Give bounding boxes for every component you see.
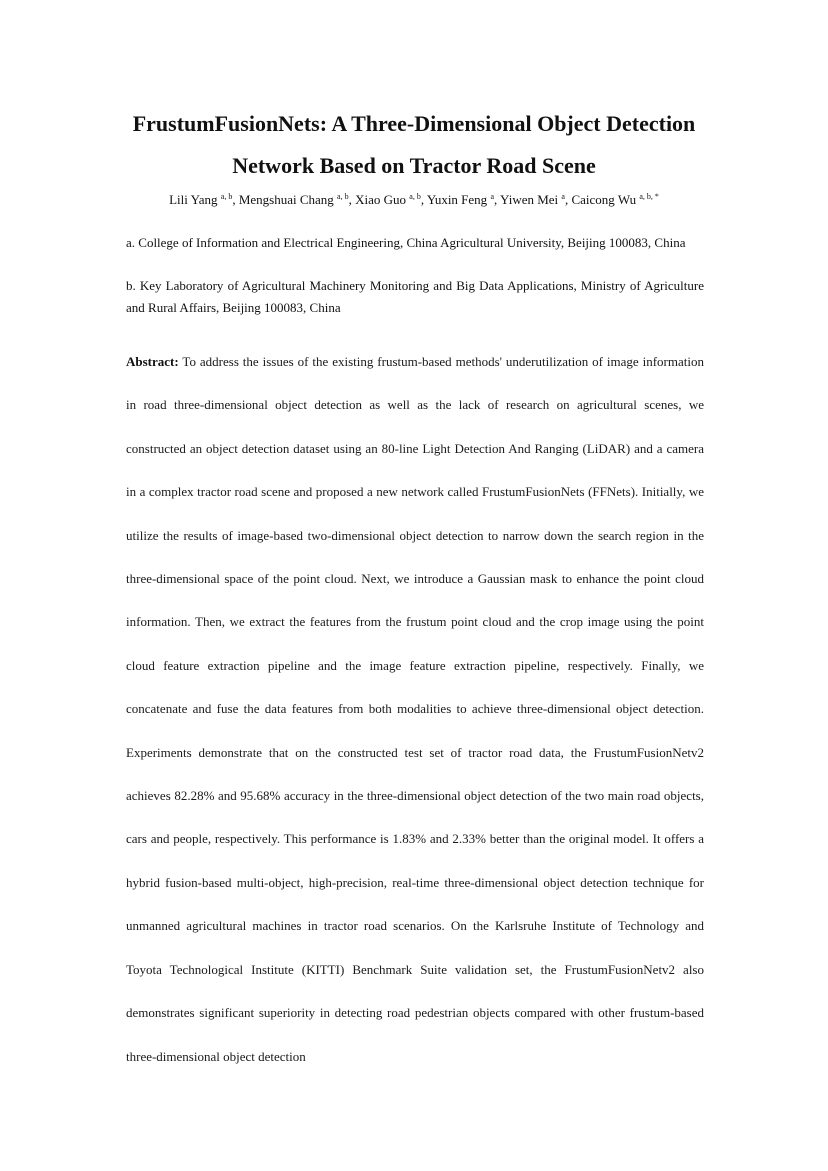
author-affiliation-mark: a bbox=[561, 192, 565, 201]
author-name: Yiwen Mei bbox=[500, 192, 559, 207]
author-affiliation-mark: a bbox=[490, 192, 494, 201]
author-name: Lili Yang bbox=[169, 192, 218, 207]
author-list: Lili Yang $^{a, b}$, Mengshuai Chang $^{a, b}$, Xiao Guo $^{a, b}$, Yuxin Feng $^a$, Yiwen Mei $^a$, Caicong Wu $^{a, b, *}$ bbox=[169, 192, 659, 207]
author-affiliation-mark: a, b bbox=[409, 192, 421, 201]
author-affiliation-mark: a, b, * bbox=[639, 192, 659, 201]
abstract-label: Abstract: bbox=[126, 354, 179, 369]
author-affiliation-mark: a, b bbox=[220, 192, 233, 201]
author-affiliation-mark: a, b bbox=[337, 192, 349, 201]
abstract bbox=[126, 340, 704, 1078]
abstract-text: To address the issues of the existing frustum-based methods' underutilization of image information in road three-dimensional object detection as well as the lack of research on agricultural scenes, we constructed an object detection dataset using an 80-line Light Detection And Ranging (LiDAR) and a camera in a complex tractor road scene and proposed a new network called FrustumFusionNets (FFNets). Initially, we utilize the results of image-based two-dimensional object detection to narrow down the search region in the three-dimensional space of the point cloud. Next, we introduce a Gaussian mask to enhance the point cloud information. Then, we extract the features from the frustum point cloud and the crop image using the point cloud feature extraction pipeline and the image feature extraction pipeline, respectively. Finally, we concatenate and fuse the data features from both modalities to achieve three-dimensional object detection. Experiments demonstrate that on the constructed test set of tractor road data, the FrustumFusionNetv2 achieves 82.28% and 95.68% accuracy in the three-dimensional object detection of the two main road objects, cars and people, respectively. This performance is 1.83% and 2.33% better than the original model. It offers a hybrid fusion-based multi-object, high-precision, real-time three-dimensional object detection technique for unmanned agricultural machines in tractor road scenarios. On the Karlsruhe Institute of Technology and Toyota Technological Institute (KITTI) Benchmark Suite validation set, the FrustumFusionNetv2 also demonstrates significant superiority in detecting road pedestrian objects compared with other frustum-based three-dimensional object detection bbox=[126, 354, 704, 1064]
author-name: Yuxin Feng bbox=[426, 192, 488, 207]
affiliation-a: a. College of Information and Electrical Engineering, China Agricultural University, Beijing 100083, China bbox=[126, 235, 686, 250]
paper-title-line-1: FrustumFusionNets: A Three-Dimensional Object Detection bbox=[132, 111, 696, 136]
author-name: Caicong Wu bbox=[571, 192, 637, 207]
affiliation-b: b. Key Laboratory of Agricultural Machinery Monitoring and Big Data Applications, Ministry of Agriculture and Rural Affairs, Beijing 100083, China bbox=[126, 278, 704, 315]
author-name: Mengshuai Chang bbox=[238, 192, 334, 207]
author-name: Xiao Guo bbox=[355, 192, 407, 207]
paper-title-line-2: Network Based on Tractor Road Scene bbox=[232, 153, 596, 178]
